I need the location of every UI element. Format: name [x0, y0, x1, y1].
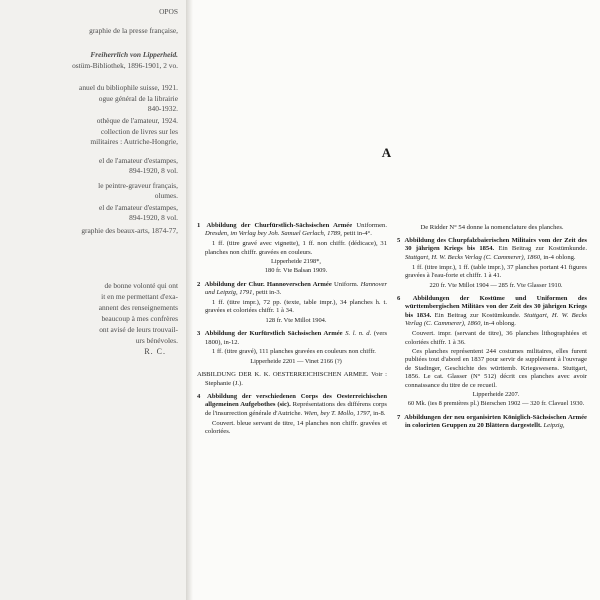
- bleed-line-10: el de l'amateur d'estampes,: [98, 156, 178, 165]
- page-body: [193, 0, 600, 600]
- bleed-line-12: le peintre-graveur français,: [98, 181, 178, 190]
- bleed-line-9: militaires : Autriche-Hongrie,: [90, 137, 178, 146]
- price-line: 180 fr. Vte Balsan 1909.: [264, 267, 328, 275]
- entry-imprint: Wien, bey T. Mollo, 1797,: [303, 409, 372, 417]
- entry-number: 6: [397, 294, 401, 302]
- entry-title: Abbildungen der Kostüme und Uniformen des württembergischen Militärs von der Zeit des 30 jährigen Kriegs bis 1834.: [405, 294, 587, 319]
- bleed-line-20: beaucoup à mes confrères: [101, 314, 178, 323]
- entry-continuation: [397, 224, 587, 232]
- column-left: [197, 222, 387, 442]
- signature-initials: R. C.: [144, 347, 166, 356]
- previous-page-bleed: [0, 0, 186, 600]
- entry-title-rest: Ein Beitrag zur Kostümkunde.: [431, 311, 521, 319]
- catalog-entry: [397, 237, 587, 290]
- entry-collation: [197, 348, 387, 366]
- collation-line: Couvert. impr. (servant de titre), 36 planches lithographiées et coloriées chiffr. 1 à 36.: [405, 330, 587, 346]
- reference-line: Lipperheide 2201 — Vinet 2166 (?): [250, 357, 342, 365]
- bleed-line-14: el de l'amateur d'estampes,: [98, 203, 178, 212]
- entry-number: 7: [397, 413, 401, 421]
- bleed-line-4: anuel du bibliophile suisse, 1921.: [79, 83, 178, 92]
- bleed-line-5: ogue général de la librairie: [98, 94, 178, 103]
- catalog-entry: [197, 330, 387, 366]
- entry-title: Abbildung der Chur. Hannoverschen Armée: [204, 280, 332, 288]
- bleed-line-8: collection de livres sur les: [100, 127, 178, 136]
- price-line: 128 fr. Vte Millot 1904.: [265, 316, 327, 324]
- catalog-entry: [197, 393, 387, 437]
- entry-title-rest: Uniform.: [331, 280, 359, 288]
- bleed-line-18: it en me permettant d'exa-: [101, 292, 178, 301]
- entry-format: in-4 oblong.: [541, 253, 576, 261]
- bleed-line-21: ont avisé de leurs trouvail-: [99, 325, 178, 334]
- bleed-line-16: graphie des beaux-arts, 1874-77,: [81, 226, 178, 235]
- entry-title-rest: Représentations des différens corps de l'insurrection générale d'Autriche.: [205, 401, 387, 417]
- bleed-line-1: graphie de la presse française,: [89, 26, 178, 35]
- catalog-entry: [197, 281, 387, 325]
- entry-imprint: Hannover und Leipzig, 1791,: [205, 280, 388, 297]
- entry-number: 2: [197, 280, 201, 288]
- column-right: [397, 222, 587, 442]
- bleed-line-6: 840-1932.: [147, 104, 178, 113]
- reference-line: Lipperheide 2207.: [472, 391, 520, 399]
- bleed-line-2: Freiherrlich von Lipperheid.: [90, 50, 178, 59]
- collation-line: 1 ff. (titre gravé avec vignette), 1 ff. non chiffr. (dédicace), 31 planches non chiffr. gravées en couleurs.: [205, 240, 387, 256]
- note-line: De Ridder N° 54 donne la nomenclature des planches.: [420, 223, 564, 231]
- entry-collation: [197, 420, 387, 437]
- bleed-line-19: annent des renseignements: [98, 303, 178, 312]
- entry-imprint: S. l. n. d.: [345, 330, 372, 338]
- entry-number: 3: [197, 330, 201, 338]
- entry-format: in-4 oblong.: [482, 320, 516, 328]
- entry-title: Abbildung der Churfürstlich-Sächsischen Armée: [206, 222, 353, 229]
- bleed-line-17: de bonne volonté qui ont: [104, 281, 178, 290]
- catalog-entry: [397, 414, 587, 431]
- entry-format: in-8.: [371, 409, 386, 417]
- collation-line: 1 ff. (titre gravé), 111 planches gravées en couleurs non chiffr.: [212, 348, 376, 356]
- bleed-line-11: 894-1920, 8 vol.: [129, 166, 178, 175]
- entry-title-rest: Uniformen.: [352, 222, 388, 229]
- entry-format: petit in-3.: [254, 289, 282, 297]
- reference-line: Lipperheide 2198*,: [270, 258, 322, 266]
- bleed-line-3: ostüm-Bibliothek, 1896-1901, 2 vo.: [72, 61, 178, 70]
- entry-heading: [397, 237, 587, 262]
- section-letter-heading: A: [381, 145, 393, 160]
- entry-collation: [397, 330, 587, 408]
- entry-format: petit in-4°.: [341, 230, 372, 238]
- bleed-line-15: 894-1920, 8 vol.: [129, 213, 178, 222]
- collation-line: Couvert. bleue servant de titre, 14 planches non chiffr. gravées et coloriées.: [205, 419, 387, 436]
- entry-format: (vers 1800), in-12.: [205, 330, 388, 346]
- entry-title-rest: Ein Beitrag zur Kostümkunde.: [494, 245, 587, 253]
- entry-title: Abbildung der verschiedenen Corps des Oesterreichischen allgemeinen Aufgebothes (sic).: [205, 392, 388, 409]
- entry-collation: [397, 264, 587, 290]
- price-line: 220 fr. Vte Millot 1904 — 285 fr. Vte Glasser 1910.: [429, 281, 563, 289]
- cross-reference: ABBILDUNG DER K. K. OESTERREICHISCHEN ARMEE. Voir : Stephanie (J.).: [197, 371, 387, 387]
- entry-imprint: Leipzig,: [543, 421, 565, 429]
- entry-heading: [197, 330, 387, 347]
- entry-heading: [197, 393, 387, 418]
- catalog-entry: [397, 295, 587, 409]
- collation-line: 1 ff. (titre impr.), 1 ff. (table impr.), 37 planches portant 41 figures gravées à l'eau-forte et chiffr. 1 à 41.: [405, 263, 587, 280]
- continuation-text: [397, 224, 587, 232]
- entry-title: Abbildung des Churpfalzbaierischen Militairs vom der Zeit des 30 jährigen Kriegs bis 1854.: [404, 236, 587, 253]
- collation-line: 1 ff. (titre impr.), 72 pp. (texte, table impr.), 34 planches h. t. gravées et coloriées chiffr. 1 à 34.: [205, 299, 387, 315]
- entry-collation: [197, 240, 387, 275]
- bleed-line-7: othèque de l'amateur, 1924.: [96, 116, 178, 125]
- price-line: 60 Mk. (ies 8 premières pl.) Bierschen 1902 — 320 fr. Clavuel 1930.: [407, 400, 585, 408]
- entry-number: 4: [197, 392, 201, 400]
- note-line: Ces planches représentent 244 costumes militaires, elles furent publiées tout d'abord en 1837 pour servir de supplément à l'ouvrage de Stadinger, Geschichte des württemb. Kriegswesens. Stuttgart, 1856. Le cat. Glasser (N° 512) décrit ces planches avec avoir connaissance du titre de ce recueil.: [405, 347, 587, 389]
- two-column-text: [197, 222, 593, 442]
- entry-title: Abbildung der Kurfürstlich Sächsischen Armée: [204, 330, 343, 338]
- entry-heading: [197, 222, 387, 239]
- entry-heading: [397, 295, 587, 329]
- bleed-line-0: OPOS: [159, 7, 178, 16]
- entry-title: Abbildungen der neu organisirten Königlich-Sächsischen Armée in colorirten Gruppen zu 20 Blättern dargestellt.: [404, 413, 587, 429]
- entry-imprint: Dresden, im Verlag bey Joh. Samuel Gerlach, 1789,: [205, 230, 342, 238]
- catalog-entry: [197, 222, 387, 276]
- entry-heading: [197, 281, 387, 298]
- entry-imprint: Stuttgart, H. W. Becks Verlag (C. Cammerer), 1860,: [405, 253, 542, 261]
- entry-collation: [197, 299, 387, 325]
- entry-number: 1: [197, 222, 201, 229]
- page-gutter-shadow: [186, 0, 193, 600]
- bleed-line-13: olumes.: [154, 191, 178, 200]
- entry-number: 5: [397, 236, 401, 244]
- entry-imprint: Stuttgart, H. W. Becks Verlag (C. Cammerer), 1860,: [405, 311, 587, 328]
- bleed-line-22: urs bénévoles.: [135, 336, 178, 345]
- entry-heading: [397, 414, 587, 431]
